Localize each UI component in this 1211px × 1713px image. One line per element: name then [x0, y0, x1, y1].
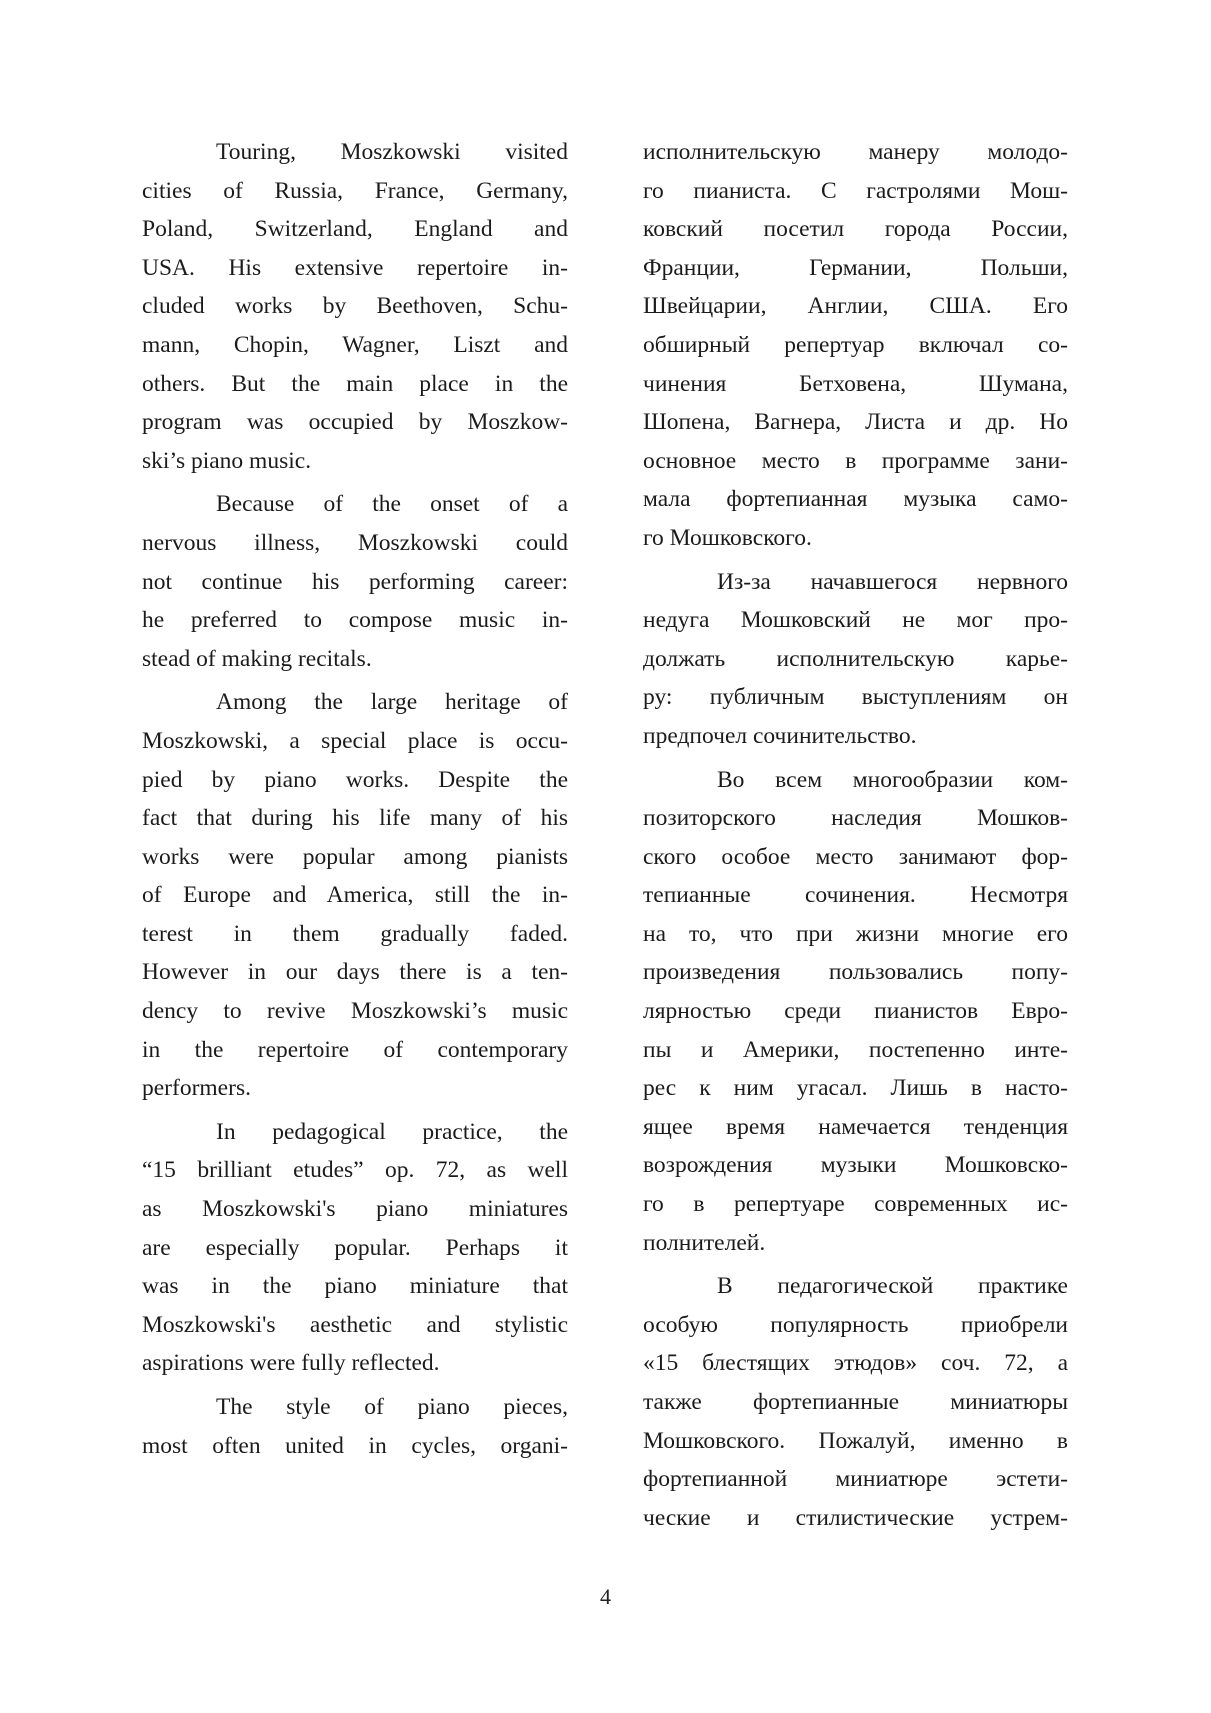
text-line: terest in them gradually faded. [142, 920, 568, 947]
text-line: позиторского наследия Мошков- [643, 805, 1068, 832]
text-line: фортепианной миниатюре эстети- [643, 1466, 1068, 1493]
text-line: недуга Мошковский не мог про- [643, 607, 1068, 634]
text-line: Из-за начавшегося нервного [717, 568, 1068, 595]
text-line: го пианиста. С гастролями Мош- [643, 177, 1068, 204]
text-line: Франции, Германии, Польши, [643, 254, 1068, 281]
paragraph [142, 1113, 568, 1383]
text-line: Moszkowski's aesthetic and stylistic [142, 1311, 568, 1338]
text-line: was in the piano miniature that [142, 1273, 568, 1300]
text-line: обширный репертуар включал со- [643, 331, 1068, 358]
text-line: fact that during his life many of his [142, 805, 568, 832]
russian-column [643, 133, 1068, 1542]
text-line: произведения пользовались попу- [643, 959, 1068, 986]
text-line: In pedagogical practice, the [216, 1118, 568, 1145]
text-line: he preferred to compose music in- [142, 607, 568, 634]
text-line: ру: публичным выступлениям он [643, 684, 1068, 711]
text-line: cluded works by Beethoven, Schu- [142, 293, 568, 320]
text-line: of Europe and America, still the in- [142, 882, 568, 909]
text-line: Moszkowski, a special place is occu- [142, 727, 568, 754]
text-line: Во всем многообразии ком- [717, 766, 1068, 793]
text-line: Among the large heritage of [216, 689, 568, 716]
text-line: Because of the onset of a [216, 491, 568, 518]
text-line: pied by piano works. Despite the [142, 766, 568, 793]
text-line: ящее время намечается тенденция [643, 1113, 1068, 1140]
text-line: ческие и стилистические устрем- [643, 1504, 1068, 1531]
text-line: го в репертуаре современных ис- [643, 1191, 1068, 1218]
text-line: The style of piano pieces, [216, 1394, 568, 1420]
text-line: возрождения музыки Мошковско- [643, 1152, 1068, 1179]
text-line: чинения Бетховена, Шумана, [643, 370, 1068, 397]
text-line: должать исполнительскую карье- [643, 645, 1068, 672]
text-line: program was occupied by Moszkow- [142, 409, 568, 436]
text-line: “15 brilliant etudes” op. 72, as well [142, 1157, 568, 1184]
text-line: предпочел сочинительство. [643, 722, 917, 749]
text-line: основное место в программе зани- [643, 447, 1068, 474]
text-line: В педагогической практике [717, 1273, 1068, 1300]
text-line: лярностью среди пианистов Евро- [643, 998, 1068, 1025]
text-line: исполнительскую манеру молодо- [643, 139, 1068, 165]
text-line: as Moszkowski's piano miniatures [142, 1196, 568, 1223]
text-line: in the repertoire of contemporary [142, 1036, 568, 1063]
page-number: 4 [600, 1584, 611, 1609]
text-line: cities of Russia, France, Germany, [142, 177, 568, 204]
text-line: others. But the main place in the [142, 370, 568, 397]
paragraph [643, 1267, 1068, 1537]
text-line: Touring, Moszkowski visited [216, 139, 568, 165]
text-line: Мошковского. Пожалуй, именно в [643, 1427, 1068, 1454]
text-line: are especially popular. Perhaps it [142, 1234, 568, 1261]
text-line: рес к ним угасал. Лишь в насто- [643, 1075, 1068, 1102]
text-line: ski’s piano music. [142, 447, 312, 474]
text-line: «15 блестящих этюдов» соч. 72, а [643, 1350, 1068, 1377]
text-line: aspirations were fully reflected. [142, 1350, 440, 1377]
paragraph [643, 133, 1068, 558]
text-line: Poland, Switzerland, England and [142, 216, 568, 243]
text-line: го Мошковского. [643, 524, 812, 551]
text-line: works were popular among pianists [142, 843, 568, 870]
text-line: полнителей. [643, 1229, 766, 1256]
text-line: stead of making recitals. [142, 645, 372, 672]
text-line: Шопена, Вагнера, Листа и др. Но [643, 409, 1068, 436]
text-line: на то, что при жизни многие его [643, 920, 1068, 947]
text-line: мала фортепианная музыка само- [643, 486, 1068, 513]
text-line: performers. [142, 1075, 251, 1102]
text-line: However in our days there is a ten- [142, 959, 568, 986]
text-line: ковский посетил города России, [643, 216, 1068, 243]
text-line: особую популярность приобрели [643, 1311, 1068, 1338]
paragraph [142, 133, 568, 480]
text-line: USA. His extensive repertoire in- [142, 254, 568, 281]
text-line: not continue his performing career: [142, 568, 568, 595]
paragraph [643, 761, 1068, 1263]
text-line: Швейцарии, Англии, США. Его [643, 293, 1068, 320]
text-line: тепианные сочинения. Несмотря [643, 882, 1068, 909]
english-column [142, 133, 568, 1470]
text-line: пы и Америки, постепенно инте- [643, 1036, 1068, 1063]
text-line: mann, Chopin, Wagner, Liszt and [142, 331, 568, 358]
paragraph [142, 485, 568, 678]
text-line: most often united in cycles, organi- [142, 1432, 568, 1459]
text-line: dency to revive Moszkowski’s music [142, 998, 568, 1025]
text-line: также фортепианные миниатюры [643, 1389, 1068, 1415]
paragraph [643, 563, 1068, 756]
paragraph [142, 683, 568, 1108]
text-line: nervous illness, Moszkowski could [142, 529, 568, 556]
paragraph [142, 1388, 568, 1465]
text-line: ского особое место занимают фор- [643, 843, 1068, 870]
